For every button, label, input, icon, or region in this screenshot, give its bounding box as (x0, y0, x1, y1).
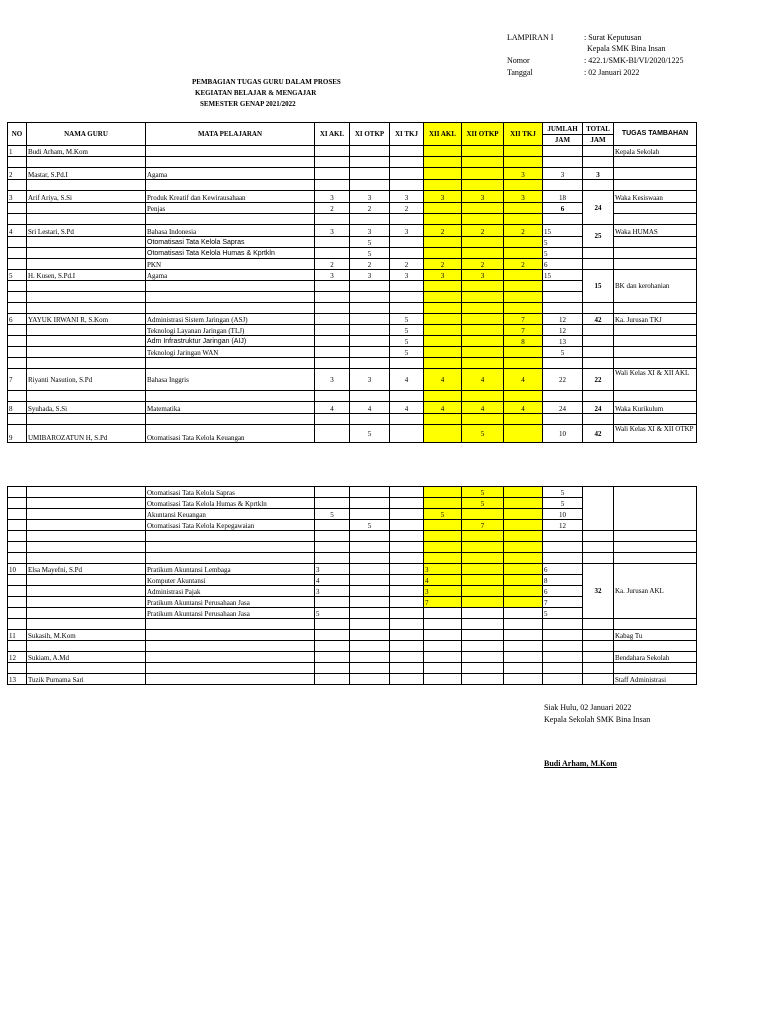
row-no: 1 (8, 146, 27, 157)
col-tugas-tambahan: TUGAS TAMBAHAN (614, 123, 697, 146)
nomor-label: Nomor (507, 56, 530, 65)
assignment-table-1 (7, 122, 697, 443)
doc-semester: SEMESTER GENAP 2021/2022 (200, 100, 296, 108)
tanggal-label: Tanggal (507, 68, 533, 77)
col-jumlah: JUMLAH (543, 123, 583, 135)
table-row: Teknologi Jaringan WAN 5 5 (8, 347, 697, 358)
table-row: Teknologi Layanan Jaringan (TLJ) 5 7 12 (8, 325, 697, 336)
table-row: 13 Tuzik Purnama Sari Staff Administrasi (8, 674, 697, 685)
signature-name: Budi Arham, M.Kom (544, 759, 617, 768)
col-jumlah-jam: JAM (543, 135, 583, 146)
table-row: 3 Arif Ariya, S.Si Produk Kreatif dan Kewirausahaan 3 3 3 3 3 3 18 24 Waka Kesiswaan (8, 191, 697, 203)
col-xi-tkj: XI TKJ (390, 123, 424, 146)
col-total-jam: JAM (583, 135, 614, 146)
table-row: Otomatisasi Tata Kelola Humas & Kprtkln 5 5 (8, 498, 697, 509)
col-mata-pelajaran: MATA PELAJARAN (146, 123, 315, 146)
col-total: TOTAL (583, 123, 614, 135)
lampiran-value: : Surat Keputusan (584, 33, 642, 42)
table-row: Pratikum Akuntansi Perusahaan Jasa 7 7 (8, 597, 697, 608)
table-row: 9 UMIBAROZATUN H, S.Pd Otomatisasi Tata Kelola Keuangan 5 5 10 42 Wali Kelas XI & XII OTKP (8, 425, 697, 443)
table-row: 6 YAYUK IRWANI R, S.Kom Administrasi Sistem Jaringan (ASJ) 5 7 12 42 Ka. Jurusan TKJ (8, 314, 697, 325)
table-row: 8 Syuhada, S.Si Matematika 4 4 4 4 4 4 24 24 Waka Kurikulum (8, 402, 697, 414)
table-row: 11 Sukasih, M.Kom Kabag Tu (8, 630, 697, 641)
col-xii-otkp: XII OTKP (462, 123, 504, 146)
table-row: Penjas 2 2 2 6 (8, 203, 697, 214)
doc-title: PEMBAGIAN TUGAS GURU DALAM PROSES (192, 78, 341, 86)
table-row: Otomatisasi Tata Kelola Kepegawaian 5 7 12 (8, 520, 697, 531)
col-xi-akl: XI AKL (315, 123, 350, 146)
table-row: Akuntansi Keuangan 5 5 10 (8, 509, 697, 520)
table-row: Otomatisasi Tata Kelola Humas & Kprtkln 5 5 (8, 248, 697, 259)
table-row: Otomatisasi Tata Kelola Sapras 5 5 (8, 487, 697, 498)
table-row: 10 Elsa Mayefni, S.Pd Pratikum Akuntansi Lembaga 3 3 6 32 Ka. Jurusan AKL (8, 564, 697, 575)
col-xii-akl: XII AKL (424, 123, 462, 146)
nomor-value: : 422.1/SMK-BI/VI/2020/1225 (584, 56, 684, 65)
table-row: Administrasi Pajak 3 3 6 (8, 586, 697, 597)
table-row: 2 Mastar, S.Pd.I Agama 3 3 3 (8, 168, 697, 180)
table-row: Pratikum Akuntansi Perusahaan Jasa 5 5 (8, 608, 697, 619)
doc-subtitle: KEGIATAN BELAJAR & MENGAJAR (195, 89, 317, 97)
row-tugas: Kepala Sekolah (614, 146, 697, 157)
tanggal-value: : 02 Januari 2022 (584, 68, 640, 77)
row-nama: Budi Arham, M.Kom (27, 146, 146, 157)
table-row (8, 146, 697, 157)
col-no: NO (8, 123, 27, 146)
table-row: Komputer Akuntansi 4 4 8 (8, 575, 697, 586)
table-row: PKN 2 2 2 2 2 2 6 (8, 259, 697, 270)
lampiran-value-school: Kepala SMK Bina Insan (587, 44, 666, 53)
lampiran-label: LAMPIRAN I (507, 33, 554, 42)
signature-position: Kepala Sekolah SMK Bina Insan (544, 715, 651, 724)
col-nama-guru: NAMA GURU (27, 123, 146, 146)
col-xii-tkj: XII TKJ (504, 123, 543, 146)
table-row: Adm Infrastruktur Jaringan (AIJ) 5 8 13 (8, 336, 697, 347)
table-row: 7 Riyanti Nasution, S.Pd Bahasa Inggris 3 3 4 4 4 4 22 22 Wali Kelas XI & XII AKL (8, 369, 697, 391)
table-row: 5 H. Kusen, S.Pd.I Agama 3 3 3 3 3 15 15 BK dan kerohanian (8, 270, 697, 281)
table-row: 4 Sri Lestari, S.Pd Bahasa Indonesia 3 3 3 2 2 2 15 25 Waka HUMAS (8, 225, 697, 237)
col-xi-otkp: XI OTKP (350, 123, 390, 146)
table-row: 12 Sukiam, A.Md Bendahara Sekolah (8, 652, 697, 663)
table-row: Otomatisasi Tata Kelola Sapras 5 5 (8, 237, 697, 248)
assignment-table-2 (7, 486, 697, 685)
table-header-row (8, 123, 697, 135)
signature-place-date: Siak Hulu, 02 Januari 2022 (544, 703, 632, 712)
